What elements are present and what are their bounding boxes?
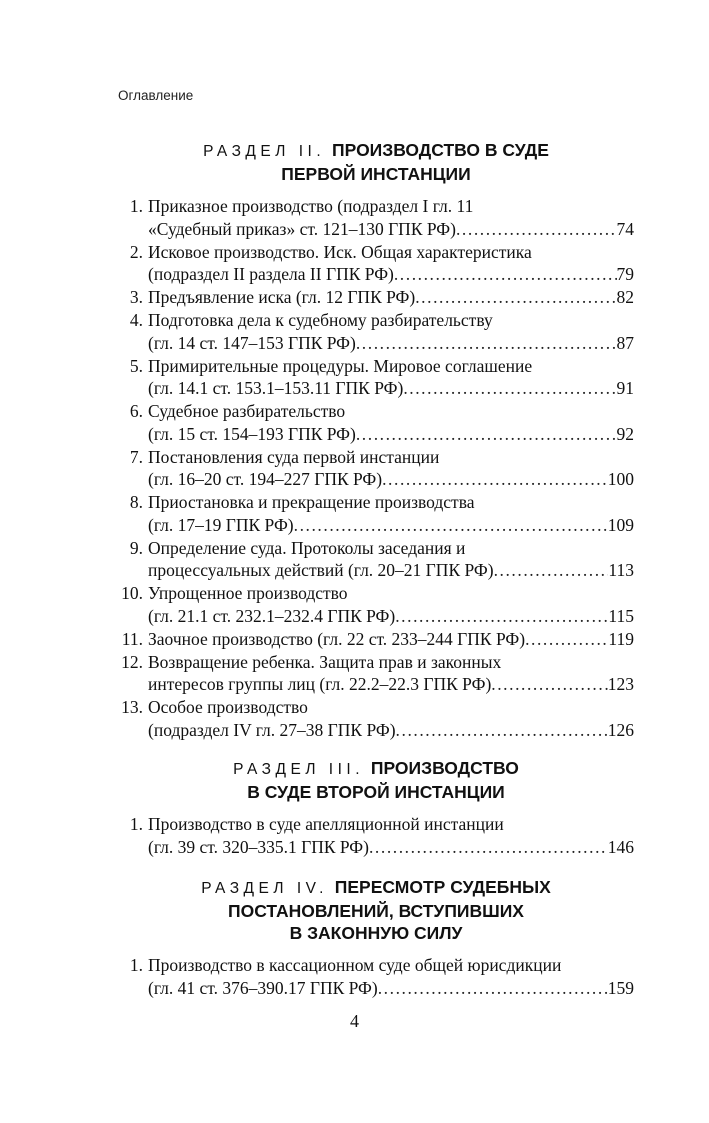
entry-number: 13.: [121, 697, 143, 717]
toc-entry: [118, 446, 634, 491]
dot-leader: [382, 468, 608, 491]
section-title: ПОСТАНОВЛЕНИЙ, ВСТУПИВШИХ: [228, 901, 524, 921]
entry-number: 6.: [129, 401, 143, 421]
entry-title-line: Особое производство: [148, 697, 308, 717]
entry-title-line: (гл. 41 ст. 376–390.17 ГПК РФ): [148, 977, 378, 998]
entry-number: 10.: [121, 583, 143, 603]
section-title: ПЕРЕСМОТР СУДЕБНЫХ: [334, 877, 551, 897]
entry-title-line: процессуальных действий (гл. 20–21 ГПК РФ): [148, 560, 494, 580]
section-heading-line: [118, 781, 634, 803]
toc-entry: [118, 309, 634, 354]
entry-number: 1.: [129, 196, 143, 216]
toc-entry: [118, 241, 634, 286]
entry-last-line: [148, 514, 634, 537]
toc-entry: [118, 286, 634, 309]
toc-entry: [118, 696, 634, 741]
entry-page-number: 119: [608, 628, 634, 649]
entry-page-number: 82: [616, 287, 634, 307]
entry-title-line: Судебное разбирательство: [148, 401, 346, 421]
toc-list: [118, 813, 634, 858]
entry-number: 3.: [129, 287, 143, 307]
dot-leader: [378, 977, 608, 1000]
entry-number: 9.: [129, 537, 143, 558]
entry-page-number: 113: [608, 560, 634, 580]
section-title: ПРОИЗВОДСТВО В СУДЕ: [332, 140, 549, 160]
section-heading: [118, 139, 634, 185]
entry-title-line: (гл. 17–19 ГПК РФ): [148, 514, 294, 535]
entry-number: 2.: [129, 241, 143, 262]
entry-title-line: Производство в суде апелляционной инстанции: [148, 814, 504, 834]
dot-leader: [396, 719, 608, 742]
dot-leader: [394, 263, 617, 286]
entry-title-line: (гл. 14 ст. 147–153 ГПК РФ): [148, 332, 356, 353]
section-title: В ЗАКОННУЮ СИЛУ: [289, 923, 463, 943]
entry-title-line: Подготовка дела к судебному разбирательству: [148, 310, 493, 330]
entry-title-line: Упрощенное производство: [148, 583, 348, 603]
section-heading-line: [118, 163, 634, 185]
section-heading-line: [118, 139, 634, 163]
entry-page-number: 92: [616, 423, 634, 444]
entry-page-number: 100: [607, 469, 634, 489]
dot-leader: [403, 377, 616, 400]
entry-last-line: [148, 977, 634, 1000]
section-heading: [118, 876, 634, 944]
toc-entry: [118, 400, 634, 445]
entry-number: 12.: [121, 651, 143, 672]
entry-last-line: [148, 423, 634, 446]
entry-number: 8.: [129, 492, 143, 512]
entry-page-number: 74: [616, 218, 634, 239]
dot-leader: [456, 218, 617, 241]
entry-title-line: интересов группы лиц (гл. 22.2–22.3 ГПК РФ): [148, 674, 492, 694]
entry-number: 5.: [129, 355, 143, 376]
toc-entry: [118, 537, 634, 582]
entry-title-line: Производство в кассационном суде общей юрисдикции: [148, 955, 562, 975]
entry-title-line: Примирительные процедуры. Мировое соглашение: [148, 355, 533, 376]
toc-entry: [118, 954, 634, 999]
entry-page-number: 159: [607, 977, 634, 998]
section-heading-line: [118, 922, 634, 944]
entry-last-line: [148, 377, 634, 400]
entry-page-number: 79: [616, 264, 634, 284]
running-head: Оглавление: [118, 88, 194, 103]
section-label: РАЗДЕЛ II.: [203, 143, 326, 160]
entry-title-line: Приостановка и прекращение производства: [148, 492, 475, 512]
toc-list: [118, 195, 634, 741]
toc-entry: [118, 651, 634, 696]
entry-title-line: (гл. 15 ст. 154–193 ГПК РФ): [148, 423, 356, 444]
entry-title-line: Заочное производство (гл. 22 ст. 233–244 ГПК РФ): [148, 628, 526, 649]
dot-leader: [356, 423, 617, 446]
entry-last-line: [148, 332, 634, 355]
toc-entry: [118, 628, 634, 651]
entry-title-line: (гл. 14.1 ст. 153.1–153.11 ГПК РФ): [148, 378, 404, 398]
page-number: 4: [350, 1011, 359, 1031]
section-heading-line: [118, 757, 634, 781]
entry-title-line: Исковое производство. Иск. Общая характеристика: [148, 241, 532, 262]
section-label: РАЗДЕЛ III.: [233, 761, 365, 778]
entry-page-number: 123: [607, 674, 634, 694]
toc-entry: [118, 195, 634, 240]
entry-last-line: [148, 673, 634, 696]
entry-title-line: (гл. 21.1 ст. 232.1–232.4 ГПК РФ): [148, 605, 396, 626]
dot-leader: [491, 673, 607, 696]
section-title: ПРОИЗВОДСТВО: [370, 758, 519, 778]
entry-title-line: (подраздел IV гл. 27–38 ГПК РФ): [148, 719, 396, 740]
dot-leader: [395, 605, 608, 628]
entry-title-line: (подраздел II раздела II ГПК РФ): [148, 264, 394, 284]
section-title: В СУДЕ ВТОРОЙ ИНСТАНЦИИ: [247, 782, 505, 802]
section-3: [118, 757, 634, 859]
entry-page-number: 91: [616, 378, 634, 398]
entry-title-line: Определение суда. Протоколы заседания и: [148, 537, 466, 558]
toc-entry: [118, 491, 634, 536]
entry-number: 7.: [129, 446, 143, 467]
dot-leader: [525, 628, 608, 651]
entry-page-number: 109: [607, 514, 634, 535]
entry-last-line: [148, 468, 634, 491]
dot-leader: [415, 286, 616, 309]
entry-title-line: Предъявление иска (гл. 12 ГПК РФ): [148, 287, 416, 307]
section-label: РАЗДЕЛ IV.: [201, 880, 328, 897]
dot-leader: [369, 836, 608, 859]
entry-page-number: 146: [607, 836, 634, 857]
section-title: ПЕРВОЙ ИНСТАНЦИИ: [281, 164, 471, 184]
entry-last-line: [148, 559, 634, 582]
entry-page-number: 115: [608, 605, 634, 626]
section-heading-line: [118, 876, 634, 900]
dot-leader: [294, 514, 608, 537]
entry-page-number: 87: [616, 332, 634, 353]
section-heading-line: [118, 900, 634, 922]
entry-number: 11.: [121, 628, 143, 649]
toc-list: [118, 954, 634, 999]
entry-title-line: «Судебный приказ» ст. 121–130 ГПК РФ): [148, 218, 456, 239]
toc-entry: [118, 582, 634, 627]
toc-entry: [118, 813, 634, 858]
entry-title-line: (гл. 39 ст. 320–335.1 ГПК РФ): [148, 836, 369, 857]
section-4: [118, 876, 634, 1000]
entry-last-line: [148, 605, 634, 628]
toc-entry: [118, 355, 634, 400]
entry-title-line: Возвращение ребенка. Защита прав и законных: [148, 651, 502, 672]
section-heading: [118, 757, 634, 803]
section-2: [118, 139, 634, 742]
entry-last-line: [148, 218, 634, 241]
entry-last-line: [148, 286, 634, 309]
entry-number: 4.: [129, 310, 143, 330]
entry-title-line: (гл. 16–20 ст. 194–227 ГПК РФ): [148, 469, 383, 489]
entry-title-line: Постановления суда первой инстанции: [148, 446, 440, 467]
dot-leader: [356, 332, 617, 355]
dot-leader: [494, 559, 609, 582]
entry-last-line: [148, 836, 634, 859]
entry-title-line: Приказное производство (подраздел I гл. 11: [148, 196, 474, 216]
entry-last-line: [148, 719, 634, 742]
entry-page-number: 126: [607, 719, 634, 740]
entry-number: 1.: [129, 955, 143, 975]
entry-last-line: [148, 628, 634, 651]
entry-number: 1.: [129, 814, 143, 834]
entry-last-line: [148, 263, 634, 286]
